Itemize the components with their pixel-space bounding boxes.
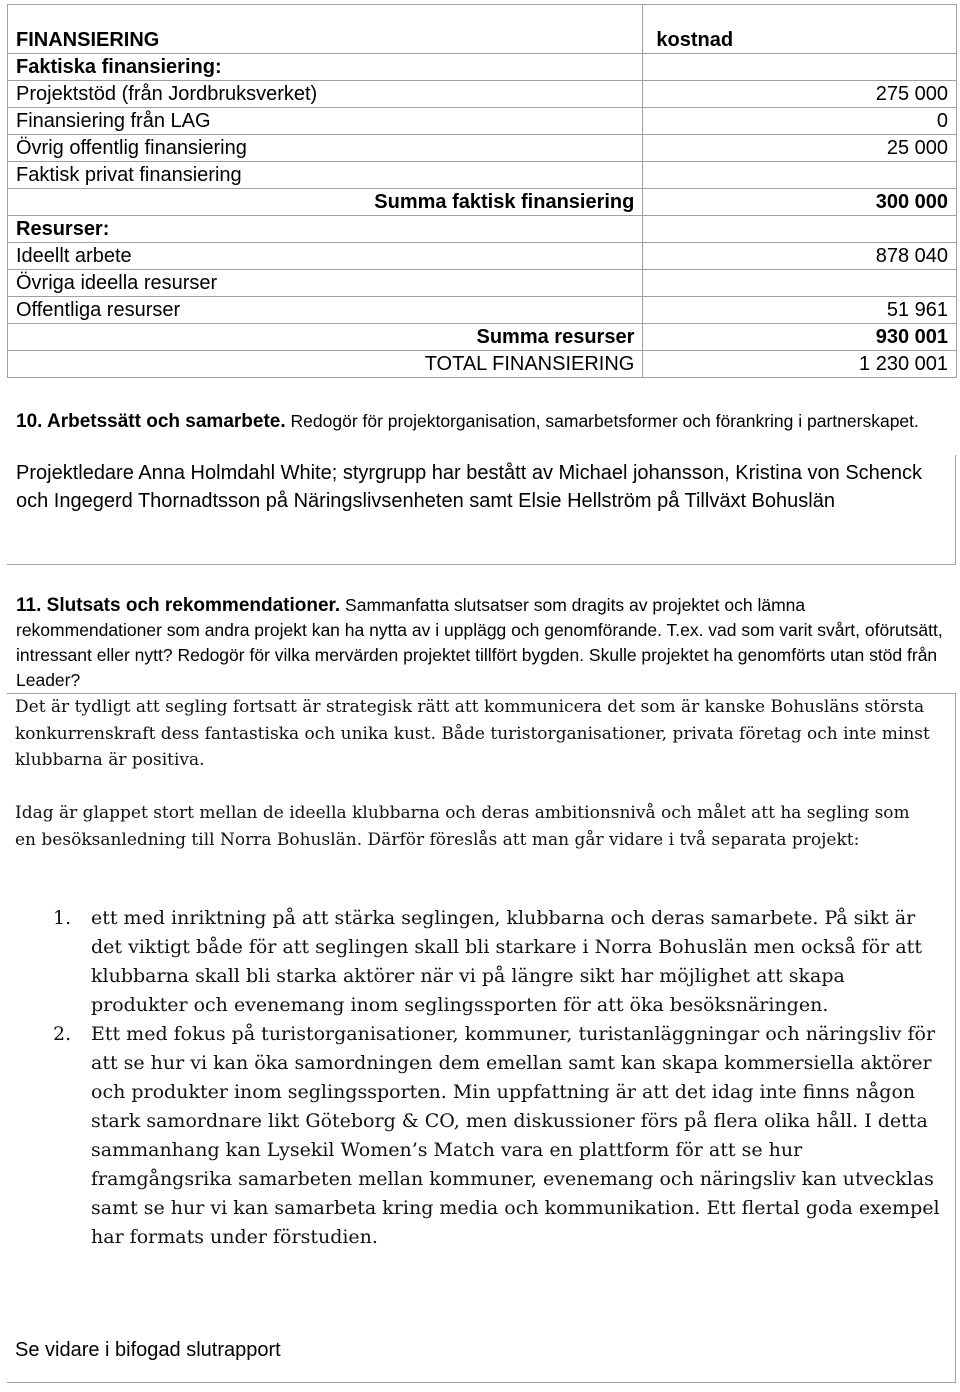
total-row — [8, 351, 957, 378]
row-label: Övriga ideella resurser — [8, 270, 643, 297]
sum-label: Summa resurser — [8, 324, 643, 351]
financing-header-label: FINANSIERING — [8, 5, 643, 54]
table-row — [8, 243, 957, 270]
sum-value: 300 000 — [643, 189, 957, 216]
list-text: Ett med fokus på turistorganisationer, kommuner, turistanläggningar och näringsliv för att se hur vi kan öka samordningen dem emellan samt kan skapa kommersiella aktörer och produkter inom seglingssporten. Min uppfattning är att det idag inte finns någon stark samordnare likt Göteborg & CO, men diskussioner förs på flera olika håll. I detta sammanhang kan Lysekil Women’s Match vara en plattform för att se hur framgångsrika samarbeten mellan kommuner, evenemang och näringsliv kan utvecklas samt se hur vi kan samarbeta kring media och kommunikation. Ett flertal goda exempel har formats under förstudien. — [91, 1023, 940, 1248]
row-value — [643, 270, 957, 297]
row-label: Övrig offentlig finansiering — [8, 135, 643, 162]
section11-title: 11. Slutsats och rekommendationer. — [16, 595, 341, 616]
table-row — [8, 270, 957, 297]
sum-row — [8, 189, 957, 216]
row-value: 878 040 — [643, 243, 957, 270]
row-label: Ideellt arbete — [8, 243, 643, 270]
list-item — [15, 1020, 945, 1252]
table-row — [8, 162, 957, 189]
row-value — [643, 162, 957, 189]
actual-financing-heading: Faktiska finansiering: — [8, 54, 643, 81]
financing-table — [7, 4, 957, 378]
sum-row — [8, 324, 957, 351]
list-number: 1. — [53, 907, 72, 929]
paragraph-1: Det är tydligt att segling fortsatt är strategisk rätt att kommunicera det som är kanske Bohusläns största konkurrenskraft dess fantastiska och unika kust. Både turistorganisationer, privata företag och inte minst klubbarna är positiva. — [15, 697, 930, 770]
section10-instruction: Redogör för projektorganisation, samarbetsformer och förankring i partnerskapet. — [290, 411, 919, 431]
recommendation-list — [15, 904, 945, 1252]
row-label: Offentliga resurser — [8, 297, 643, 324]
table-row — [8, 108, 957, 135]
table-row — [8, 81, 957, 108]
list-item — [15, 904, 945, 1020]
section11-instruction: Sammanfatta slutsatser som dragits av projektet och lämna rekommendationer som andra projekt kan ha nytta av i upplägg och genomförande. T.ex. vad som varit svårt, oförutsätt, intressant eller nytt? Redogör för vilka mervärden projektet tillfört bygden. Skulle projektet ha genomförts utan stöd från Leader? — [16, 595, 943, 690]
section10-heading — [16, 410, 952, 433]
row-label: Finansiering från LAG — [8, 108, 643, 135]
paragraph-2: Idag är glappet stort mellan de ideella klubbarna och deras ambitionsnivå och målet att ha segling som en besöksanledning till Norra Bohuslän. Därför föreslås att man går vidare i två separata projekt: — [15, 803, 910, 850]
row-label: Faktisk privat finansiering — [8, 162, 643, 189]
row-value: 0 — [643, 108, 957, 135]
closing-note: Se vidare i bifogad slutrapport — [15, 1339, 281, 1361]
total-value: 1 230 001 — [643, 351, 957, 378]
resources-heading: Resurser: — [8, 216, 643, 243]
list-number: 2. — [53, 1023, 72, 1045]
section10-answer: Projektledare Anna Holmdahl White; styrgrupp har bestått av Michael johansson, Kristina von Schenck och Ingegerd Thornadtsson på Näringslivsenheten samt Elsie Hellström på Tillväxt Bohuslän — [16, 462, 923, 512]
row-value: 51 961 — [643, 297, 957, 324]
row-value: 275 000 — [643, 81, 957, 108]
sum-value: 930 001 — [643, 324, 957, 351]
table-row — [8, 297, 957, 324]
empty-cell — [643, 54, 957, 81]
row-value: 25 000 — [643, 135, 957, 162]
empty-cell — [643, 216, 957, 243]
cost-header: kostnad — [643, 5, 957, 54]
sum-label: Summa faktisk finansiering — [8, 189, 643, 216]
list-text: ett med inriktning på att stärka seglingen, klubbarna och deras samarbete. På sikt är det viktigt både för att seglingen skall bli starkare i Norra Bohuslän men också för att klubbarna skall bli starka aktörer när vi på längre sikt har möjlighet att skapa produkter och evenemang inom seglingssporten för att öka besöksnäringen. — [91, 907, 922, 1016]
section10-answer-box — [7, 455, 956, 565]
section11-answer-box — [7, 693, 956, 1383]
section10-title: 10. Arbetssätt och samarbete. — [16, 411, 286, 432]
table-row — [8, 135, 957, 162]
total-label: TOTAL FINANSIERING — [8, 351, 643, 378]
row-label: Projektstöd (från Jordbruksverket) — [8, 81, 643, 108]
section11-heading — [16, 593, 952, 693]
